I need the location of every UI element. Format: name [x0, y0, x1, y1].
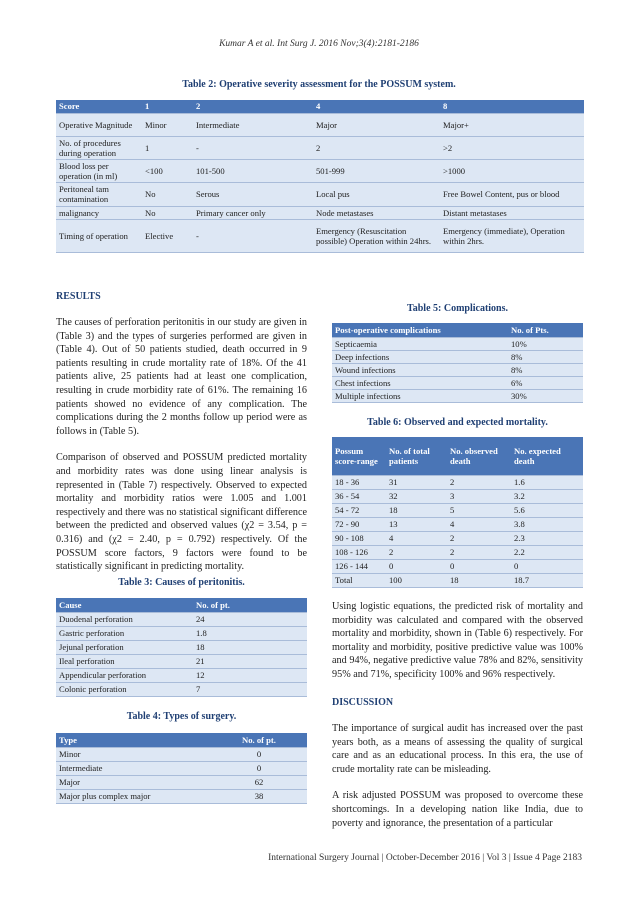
table-cell: 4	[386, 531, 447, 545]
table-cell: 5	[447, 503, 511, 517]
table-row	[56, 182, 584, 206]
table-cell: 501-999	[313, 159, 440, 182]
table-cell: Minor	[56, 747, 211, 761]
table-cell: No	[142, 182, 193, 206]
table5-header-cell: No. of Pts.	[508, 323, 583, 337]
table-cell: Serous	[193, 182, 313, 206]
table-cell: 18	[193, 640, 307, 654]
table3-header-cell: No. of pt.	[193, 598, 307, 612]
table3-header-cell: Cause	[56, 598, 193, 612]
table-cell: 62	[211, 775, 307, 789]
table-cell: 2	[447, 475, 511, 489]
table-cell: Septicaemia	[332, 337, 508, 350]
table-cell: 100	[386, 573, 447, 587]
body-paragraph: The importance of surgical audit has increased over the past years both, as a means of assessing the quality of surgical care and as an educational process. In this era, the use of crude mortality rate can be misleading.	[332, 723, 583, 775]
table-row	[332, 350, 583, 363]
table2	[56, 100, 584, 253]
table-cell: 0	[386, 559, 447, 573]
table-cell: Major+	[440, 113, 584, 136]
table-cell: Emergency (Resuscitation possible) Operation within 24hrs.	[313, 219, 440, 252]
table-cell: 90 - 108	[332, 531, 386, 545]
table-row	[332, 363, 583, 376]
table4-header-cell: Type	[56, 733, 211, 747]
results-paragraph: Comparison of observed and POSSUM predicted mortality and morbidity rates was done using linear analysis is represented in (Table 7) respectively. Observed to expected mortality and morbidity ratios were 1.005 and 1.001 respectively and there was no statistical significant difference between the predicted and observed values (χ2 = 3.54, p = 0.316) and (χ2 = 2.40, p = 0.792) respectively. Of the POSSUM score factors, 9 factors were found to be statistically significant in predicting mortality.	[56, 452, 307, 573]
table-cell: 18 - 36	[332, 475, 386, 489]
results-text	[56, 316, 307, 587]
right-text-block	[332, 600, 583, 695]
table-cell: Intermediate	[56, 761, 211, 775]
table-row	[332, 337, 583, 350]
results-paragraph: The causes of perforation peritonitis in our study are given in (Table 3) and the types of surgeries performed are given in (Table 4). Out of 50 patients studied, death occurred in 9 patients resulting in crude mortality rate of 18%. Of the 41 patients alive, 25 patients had at least one complication, resulting in crude morbidity rate of 61%. The remaining 16 patients showed no evidence of any complication. The complications during the 2 months follow up period were as follows in (Table 5).	[56, 317, 307, 437]
table2-caption: Table 2: Operative severity assessment for the POSSUM system.	[182, 79, 456, 90]
table-cell: Colonic perforation	[56, 682, 193, 696]
table-cell: Free Bowel Content, pus or blood	[440, 182, 584, 206]
table5-caption: Table 5: Complications.	[406, 303, 509, 314]
table-cell: 32	[386, 489, 447, 503]
table-cell: 31	[386, 475, 447, 489]
table-row	[56, 747, 307, 761]
table-row	[56, 668, 307, 682]
table-cell: 24	[193, 612, 307, 626]
table-cell: Local pus	[313, 182, 440, 206]
table-cell: 0	[211, 761, 307, 775]
table6-header-row	[332, 437, 583, 475]
table-cell: 38	[211, 789, 307, 803]
table-cell: 6%	[508, 376, 583, 389]
table-cell: <100	[142, 159, 193, 182]
table-cell: 1.8	[193, 626, 307, 640]
table-cell: 8%	[508, 350, 583, 363]
table-cell: 18	[447, 573, 511, 587]
table-cell: Appendicular perforation	[56, 668, 193, 682]
table6-header-cell: Possum score-range	[332, 437, 386, 475]
table-row	[56, 640, 307, 654]
table-cell: 1	[142, 136, 193, 159]
table4-header-cell: No. of pt.	[211, 733, 307, 747]
table6-header-cell: No. of total patients	[386, 437, 447, 475]
table-cell: Peritoneal tam contamination	[56, 182, 142, 206]
results-heading: RESULTS	[56, 291, 101, 302]
table-cell: 3.8	[511, 517, 583, 531]
table-cell: Elective	[142, 219, 193, 252]
table2-header-cell: 4	[313, 100, 440, 113]
table-cell: 7	[193, 682, 307, 696]
table-row	[332, 489, 583, 503]
table-cell: 2	[447, 545, 511, 559]
table-row	[56, 626, 307, 640]
table-cell: 0	[511, 559, 583, 573]
table-row	[332, 559, 583, 573]
table-cell: 126 - 144	[332, 559, 386, 573]
table-cell: Gastric perforation	[56, 626, 193, 640]
table-cell: 18	[386, 503, 447, 517]
table2-header-cell: 2	[193, 100, 313, 113]
table-row	[332, 503, 583, 517]
table-cell: 2.2	[511, 545, 583, 559]
table-cell: Ileal perforation	[56, 654, 193, 668]
table4-header-row	[56, 733, 307, 747]
table-row	[56, 789, 307, 803]
table-cell: 10%	[508, 337, 583, 350]
discussion-text	[332, 722, 583, 843]
table-cell: Operative Magnitude	[56, 113, 142, 136]
table-cell: 2.3	[511, 531, 583, 545]
table-cell: 13	[386, 517, 447, 531]
table-cell: 30%	[508, 389, 583, 402]
table-cell: Total	[332, 573, 386, 587]
table-cell: >2	[440, 136, 584, 159]
table-row	[332, 531, 583, 545]
table-cell: Node metastases	[313, 206, 440, 219]
table-cell: Primary cancer only	[193, 206, 313, 219]
table6-header-cell: No. observed death	[447, 437, 511, 475]
table-cell: Wound infections	[332, 363, 508, 376]
table-cell: 54 - 72	[332, 503, 386, 517]
table-cell: 2	[313, 136, 440, 159]
table-cell: 3	[447, 489, 511, 503]
table-cell: Major	[313, 113, 440, 136]
table-row	[56, 654, 307, 668]
table2-header-row	[56, 100, 584, 113]
running-header: Kumar A et al. Int Surg J. 2016 Nov;3(4):2181-2186	[219, 39, 419, 49]
table-cell: Chest infections	[332, 376, 508, 389]
table-row	[332, 573, 583, 587]
table-cell: 5.6	[511, 503, 583, 517]
table-cell: Blood loss per operation (in ml)	[56, 159, 142, 182]
table-cell: 108 - 126	[332, 545, 386, 559]
table-cell: 72 - 90	[332, 517, 386, 531]
table-row	[56, 775, 307, 789]
table-cell: -	[193, 219, 313, 252]
table-row	[56, 761, 307, 775]
table-cell: 3.2	[511, 489, 583, 503]
table-row	[56, 136, 584, 159]
table-row	[56, 219, 584, 252]
table-cell: 0	[211, 747, 307, 761]
table-cell: 18.7	[511, 573, 583, 587]
table-row	[332, 475, 583, 489]
table-cell: 2	[386, 545, 447, 559]
table2-header-cell: Score	[56, 100, 142, 113]
table3-caption: Table 3: Causes of peritonitis.	[118, 577, 245, 588]
table-row	[332, 389, 583, 402]
table-cell: 2	[447, 531, 511, 545]
table-cell: No. of procedures during operation	[56, 136, 142, 159]
table4-caption: Table 4: Types of surgery.	[126, 711, 237, 722]
table-cell: 12	[193, 668, 307, 682]
table-row	[56, 682, 307, 696]
table-cell: Major	[56, 775, 211, 789]
table-cell: malignancy	[56, 206, 142, 219]
table-cell: No	[142, 206, 193, 219]
table6-caption: Table 6: Observed and expected mortality.	[367, 417, 548, 428]
table-cell: Duodenal perforation	[56, 612, 193, 626]
table-cell: 21	[193, 654, 307, 668]
table-cell: Minor	[142, 113, 193, 136]
table-cell: 101-500	[193, 159, 313, 182]
table-cell: 0	[447, 559, 511, 573]
body-paragraph: A risk adjusted POSSUM was proposed to overcome these shortcomings. In a developing nation like India, due to poverty and ignorance, the presentation of a particular	[332, 790, 583, 829]
table-cell: Distant metastases	[440, 206, 584, 219]
table-cell: Multiple infections	[332, 389, 508, 402]
table-cell: >1000	[440, 159, 584, 182]
table2-header-cell: 8	[440, 100, 584, 113]
table5-header-cell: Post-operative complications	[332, 323, 508, 337]
table-row	[56, 612, 307, 626]
table4	[56, 733, 307, 804]
table5-header-row	[332, 323, 583, 337]
table-cell: 4	[447, 517, 511, 531]
table-row	[332, 376, 583, 389]
table2-header-cell: 1	[142, 100, 193, 113]
table5	[332, 323, 583, 403]
table-cell: Deep infections	[332, 350, 508, 363]
table6-header-cell: No. expected death	[511, 437, 583, 475]
table-row	[56, 206, 584, 219]
table3	[56, 598, 307, 697]
discussion-heading: DISCUSSION	[332, 697, 394, 708]
table6	[332, 437, 583, 588]
table-row	[56, 113, 584, 136]
page-footer: International Surgery Journal | October-December 2016 | Vol 3 | Issue 4 Page 2183	[268, 853, 582, 863]
table-cell: 1.6	[511, 475, 583, 489]
table3-header-row	[56, 598, 307, 612]
table-cell: 36 - 54	[332, 489, 386, 503]
table-row	[56, 159, 584, 182]
table-row	[332, 545, 583, 559]
table-cell: Intermediate	[193, 113, 313, 136]
table-row	[332, 517, 583, 531]
table-cell: Timing of operation	[56, 219, 142, 252]
table-cell: 8%	[508, 363, 583, 376]
table-cell: Jejunal perforation	[56, 640, 193, 654]
table-cell: Major plus complex major	[56, 789, 211, 803]
table-cell: Emergency (immediate), Operation within 2hrs.	[440, 219, 584, 252]
table-cell: -	[193, 136, 313, 159]
body-paragraph: Using logistic equations, the predicted risk of mortality and morbidity was calculated and compared with the observed mortality and morbidity, shown in (Table 6) respectively. For mortality and morbidity, positive predictive value was 100% and 94%, negative predictive value 78% and 82%, sensitivity 95% and 71%, specificity 100% and 96% respectively.	[332, 601, 583, 680]
